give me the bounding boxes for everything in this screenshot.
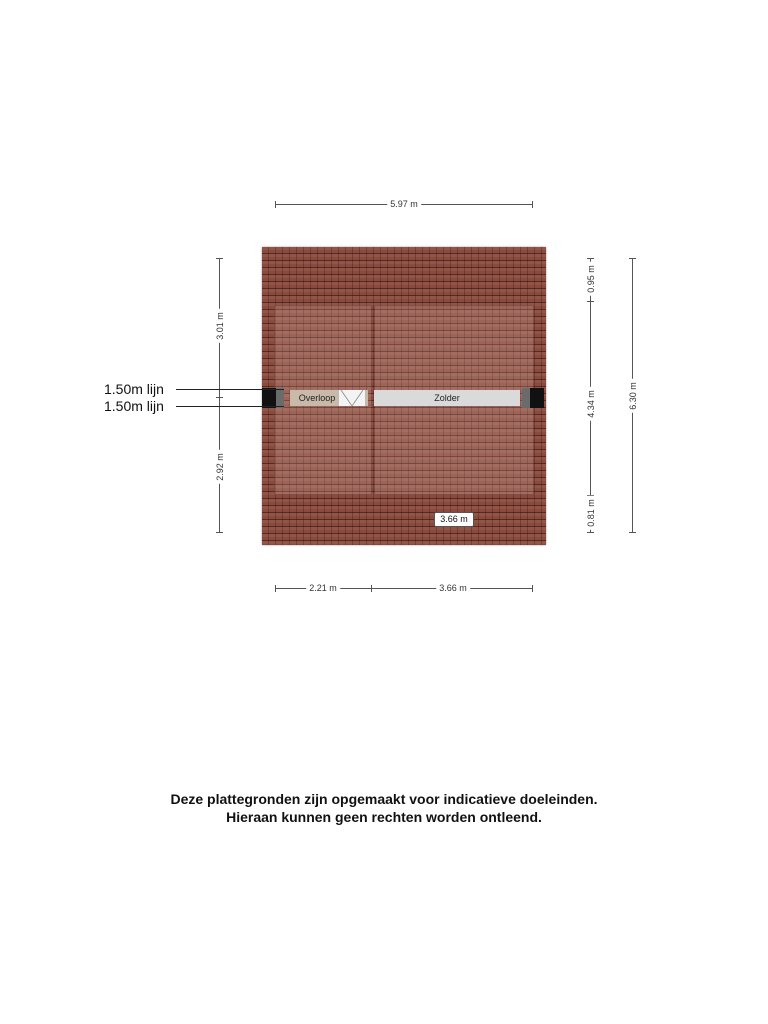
disclaimer bbox=[0, 790, 768, 826]
dimension-bottom-left-label: 2.21 m bbox=[306, 583, 340, 593]
dimension-left-upper-label: 3.01 m bbox=[215, 309, 225, 343]
dimension-right-bottom-label: 0.81 m bbox=[586, 496, 596, 530]
stairs bbox=[338, 390, 366, 406]
height-line-label: 1.50m lijn bbox=[104, 381, 164, 397]
stairs-icon bbox=[339, 390, 365, 406]
dimension-inside-label: 3.66 m bbox=[434, 512, 474, 527]
wall-right bbox=[530, 388, 544, 408]
room-overloop-label: Overloop bbox=[298, 393, 336, 403]
wall-left-inner bbox=[276, 388, 284, 408]
room-zolder-label: Zolder bbox=[434, 393, 460, 403]
wall-right-inner bbox=[522, 388, 530, 408]
dimension-bottom-right-label: 3.66 m bbox=[436, 583, 470, 593]
dimension-right-middle-label: 4.34 m bbox=[586, 387, 596, 421]
dimension-right-total-label: 6.30 m bbox=[628, 379, 638, 413]
height-line-label: 1.50m lijn bbox=[104, 398, 164, 414]
dimension-top-label: 5.97 m bbox=[387, 199, 421, 209]
room-zolder bbox=[374, 390, 520, 406]
wall-left bbox=[262, 388, 276, 408]
disclaimer-line-2: Hieraan kunnen geen rechten worden ontleend. bbox=[226, 809, 542, 825]
dimension-right-top-label: 0.95 m bbox=[586, 262, 596, 296]
dimension-left-lower-label: 2.92 m bbox=[215, 450, 225, 484]
disclaimer-line-1: Deze plattegronden zijn opgemaakt voor indicatieve doeleinden. bbox=[170, 791, 598, 807]
